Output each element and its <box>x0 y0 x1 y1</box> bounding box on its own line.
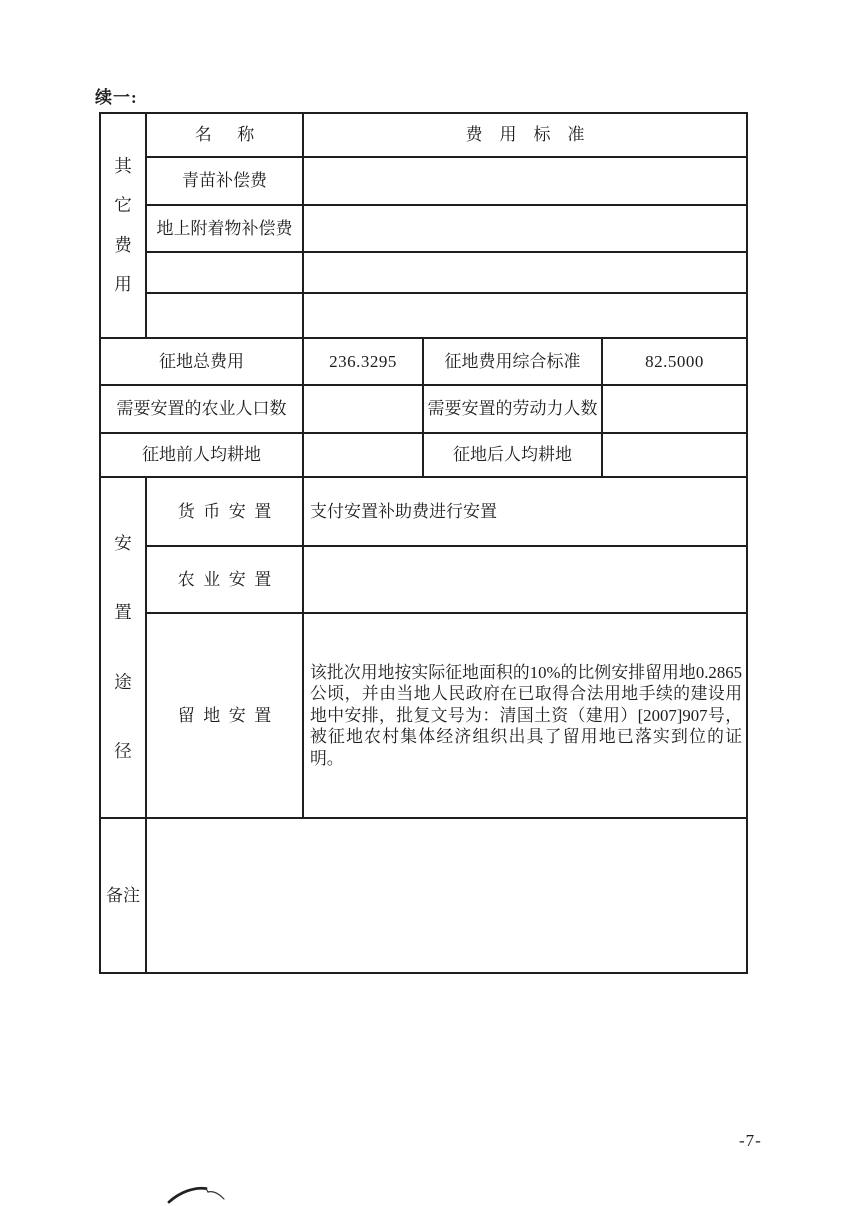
fee-name-cell-empty <box>147 294 304 337</box>
group-label-other-fees: 其 它 费 用 <box>101 114 147 337</box>
resettlement-content-monetary: 支付安置补助费进行安置 <box>304 478 746 547</box>
resettlement-content-land-retention <box>304 614 746 817</box>
group-label-resettlement: 安 置 途 径 <box>101 478 147 817</box>
section-other-fees <box>101 114 746 339</box>
summary-value-farmland-after <box>603 434 746 476</box>
resettlement-method-land-retention: 留 地 安 置 <box>147 614 304 817</box>
fee-standard-cell <box>304 253 746 294</box>
summary-label-labor-count: 需要安置的劳动力人数 <box>424 386 603 434</box>
summary-value-composite-standard: 82.5000 <box>603 339 746 386</box>
header-standard-cell: 费 用 标 准 <box>304 114 746 158</box>
summary-label-farmland-after: 征地后人均耕地 <box>424 434 603 476</box>
summary-value-labor-count <box>603 386 746 434</box>
summary-value-total-fee: 236.3295 <box>304 339 424 386</box>
resettlement-content-agricultural <box>304 547 746 614</box>
resettlement-method-agricultural: 农 业 安 置 <box>147 547 304 614</box>
summary-value-farmland-before <box>304 434 424 476</box>
header-name-cell: 名 称 <box>147 114 304 158</box>
summary-label-farmland-before: 征地前人均耕地 <box>101 434 304 476</box>
summary-label-composite-standard: 征地费用综合标准 <box>424 339 603 386</box>
summary-label-total-fee: 征地总费用 <box>101 339 304 386</box>
summary-value-agri-population <box>304 386 424 434</box>
land-retention-paragraph: 该批次用地按实际征地面积的10%的比例安排留用地0.2865公顷，并由当地人民政府在已取得合法用地手续的建设用地中安排，批复文号为：清国土资（建用）[2007]907号，被征地农村集体经济组织出具了留用地已落实到位的证明。 <box>310 662 742 768</box>
remarks-label-cell: 备注 <box>101 819 147 972</box>
continuation-label: 续一: <box>95 88 138 107</box>
resettlement-method-monetary: 货 币 安 置 <box>147 478 304 547</box>
fee-name-cell-qingmiao: 青苗补偿费 <box>147 158 304 206</box>
summary-label-agri-population: 需要安置的农业人口数 <box>101 386 304 434</box>
section-remarks <box>101 819 746 972</box>
fee-name-cell-attachments: 地上附着物补偿费 <box>147 206 304 253</box>
remarks-content-cell <box>147 819 746 972</box>
page-number: -7- <box>739 1131 762 1150</box>
fee-standard-cell <box>304 158 746 206</box>
section-summary <box>101 339 746 478</box>
fee-name-cell-empty <box>147 253 304 294</box>
fee-standard-cell <box>304 294 746 337</box>
section-resettlement <box>101 478 746 819</box>
fee-standard-cell <box>304 206 746 253</box>
land-acquisition-table <box>99 112 748 974</box>
